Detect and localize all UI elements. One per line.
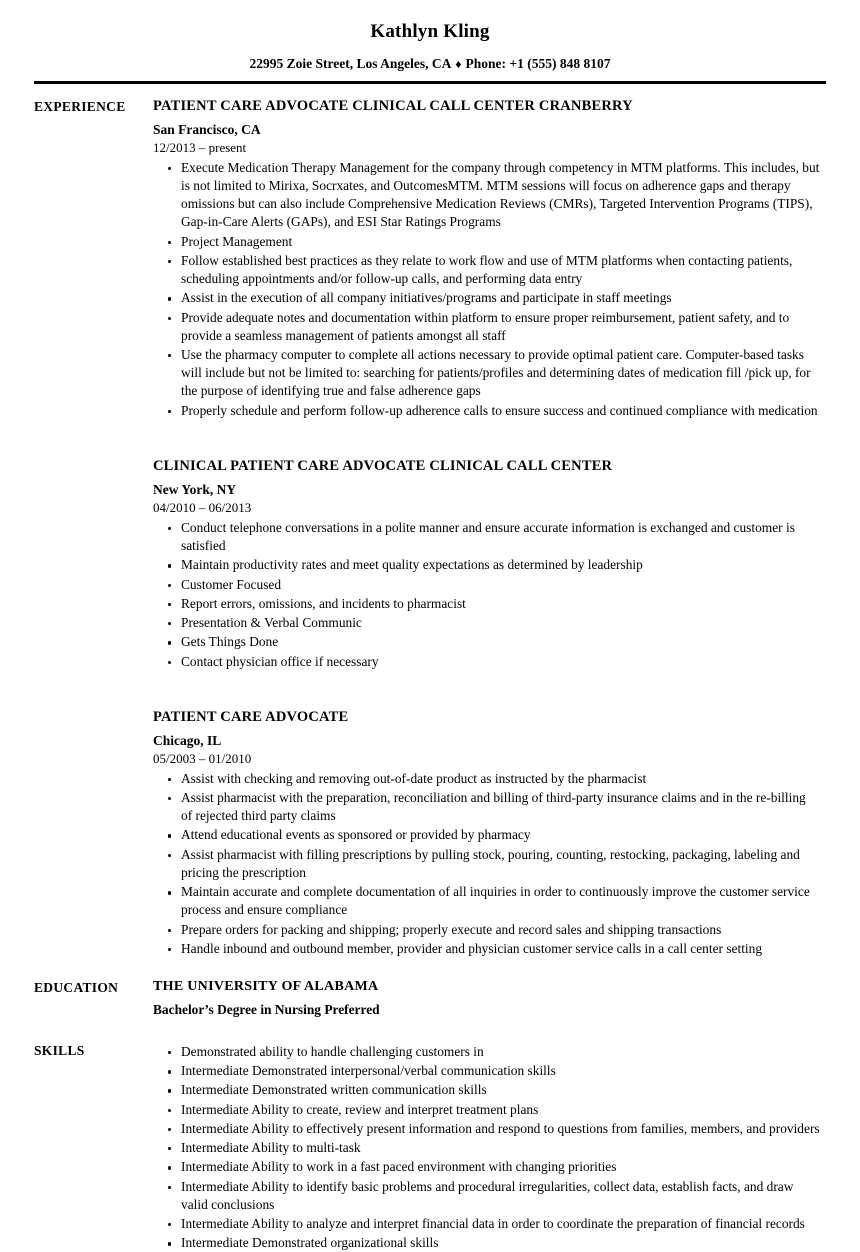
list-item: Attend educational events as sponsored or provided by pharmacy [153, 826, 820, 844]
contact-line [0, 57, 860, 72]
job-responsibilities [153, 159, 820, 420]
contact-address: 22995 Zoie Street, Los Angeles, CA [249, 55, 452, 71]
list-item: Intermediate Ability to work in a fast paced environment with changing priorities [153, 1158, 820, 1176]
section-label-education: EDUCATION [34, 980, 119, 996]
education-entry [153, 978, 820, 1019]
list-item: Conduct telephone conversations in a polite manner and ensure accurate information is exchanged and customer is satisfied [153, 519, 820, 555]
skills-entries [153, 1041, 820, 1252]
job-dates: 04/2010 – 06/2013 [153, 500, 252, 516]
list-item: Assist with checking and removing out-of-date product as instructed by the pharmacist [153, 770, 820, 788]
section-label-skills: SKILLS [34, 1043, 85, 1058]
experience-section [0, 97, 860, 958]
experience-entries [153, 97, 820, 958]
list-item: Follow established best practices as they relate to work flow and use of MTM platforms when contacting patients, scheduling appointments and/or follow-up calls, and performing data entry [153, 252, 820, 288]
resume-header [0, 0, 860, 84]
list-item: Report errors, omissions, and incidents to pharmacist [153, 595, 820, 613]
list-item: Assist pharmacist with the preparation, reconciliation and billing of third-party insurance claims and in the re-billing of rejected third party claims [153, 789, 820, 825]
section-label-experience: EXPERIENCE [34, 98, 126, 114]
job-responsibilities [153, 770, 820, 958]
education-school: THE UNIVERSITY OF ALABAMA [153, 979, 379, 995]
list-item: Intermediate Demonstrated written communication skills [153, 1081, 820, 1099]
job-location: Chicago, IL [153, 732, 222, 748]
experience-entry [153, 708, 820, 958]
experience-entry [153, 457, 820, 671]
list-item: Intermediate Ability to analyze and interpret financial data in order to coordinate the preparation of financial records [153, 1215, 820, 1233]
list-item: Assist pharmacist with filling prescriptions by pulling stock, pouring, counting, restocking, packaging, labeling and pricing the prescription [153, 846, 820, 882]
list-item: Assist in the execution of all company initiatives/programs and participate in staff meetings [153, 289, 820, 307]
list-item: Intermediate Demonstrated organizational skills [153, 1234, 820, 1252]
list-item: Customer Focused [153, 576, 820, 594]
job-dates: 05/2003 – 01/2010 [153, 750, 252, 766]
list-item: Contact physician office if necessary [153, 653, 820, 671]
contact-phone: Phone: +1 (555) 848 8107 [465, 55, 611, 71]
skills-list [153, 1043, 820, 1252]
list-item: Demonstrated ability to handle challenging customers in [153, 1043, 820, 1061]
list-item: Project Management [153, 233, 820, 251]
diamond-separator-icon: ♦ [455, 56, 462, 71]
list-item: Provide adequate notes and documentation within platform to ensure proper reimbursement, patient safety, and to provide a seamless management of patients amongst all staff [153, 309, 820, 345]
job-title: PATIENT CARE ADVOCATE CLINICAL CALL CENTER CRANBERRY [153, 97, 633, 114]
list-item: Properly schedule and perform follow-up adherence calls to ensure success and continued compliance with medication [153, 402, 820, 420]
list-item: Maintain productivity rates and meet quality expectations as determined by leadership [153, 556, 820, 574]
job-title: PATIENT CARE ADVOCATE [153, 708, 349, 725]
list-item: Prepare orders for packing and shipping; properly execute and record sales and shipping transactions [153, 921, 820, 939]
list-item: Intermediate Demonstrated interpersonal/verbal communication skills [153, 1062, 820, 1080]
list-item: Intermediate Ability to create, review and interpret treatment plans [153, 1101, 820, 1119]
list-item: Intermediate Ability to effectively present information and respond to questions from families, members, and providers [153, 1120, 820, 1138]
list-item: Presentation & Verbal Communic [153, 614, 820, 632]
job-location: New York, NY [153, 482, 237, 498]
education-section [0, 978, 860, 1019]
list-item: Handle inbound and outbound member, provider and physician customer service calls in a call center setting [153, 940, 820, 958]
education-degree: Bachelor’s Degree in Nursing Preferred [153, 1001, 380, 1017]
header-divider [34, 81, 826, 84]
job-location: San Francisco, CA [153, 121, 261, 137]
list-item: Maintain accurate and complete documentation of all inquiries in order to continuously improve the customer service process and ensure compliance [153, 883, 820, 919]
education-entries [153, 978, 820, 1019]
list-item: Intermediate Ability to identify basic problems and procedural irregularities, collect data, establish facts, and draw valid conclusions [153, 1178, 820, 1214]
list-item: Execute Medication Therapy Management for the company through competency in MTM platforms. This includes, but is not limited to Mirixa, Socrxates, and OutcomesMTM. MTM sessions will focus on adherence gaps and therapy omissions but can also include Comprehensive Medication Reviews (CMRs), Targeted Intervention Programs (TIPS), Gap-in-Care Alerts (GAPs), and ESI Star Ratings Programs [153, 159, 820, 232]
experience-entry [153, 97, 820, 420]
job-title: CLINICAL PATIENT CARE ADVOCATE CLINICAL CALL CENTER [153, 457, 613, 474]
job-dates: 12/2013 – present [153, 139, 247, 155]
skills-section [0, 1041, 860, 1252]
candidate-name: Kathlyn Kling [370, 21, 490, 42]
list-item: Use the pharmacy computer to complete all actions necessary to provide optimal patient care. Computer-based tasks will include but not be limited to: searching for patients/profiles and determining dates of medication fill /pick up, for the purpose of identifying true and false adherence gaps [153, 346, 820, 401]
list-item: Intermediate Ability to multi-task [153, 1139, 820, 1157]
list-item: Gets Things Done [153, 633, 820, 651]
job-responsibilities [153, 519, 820, 671]
